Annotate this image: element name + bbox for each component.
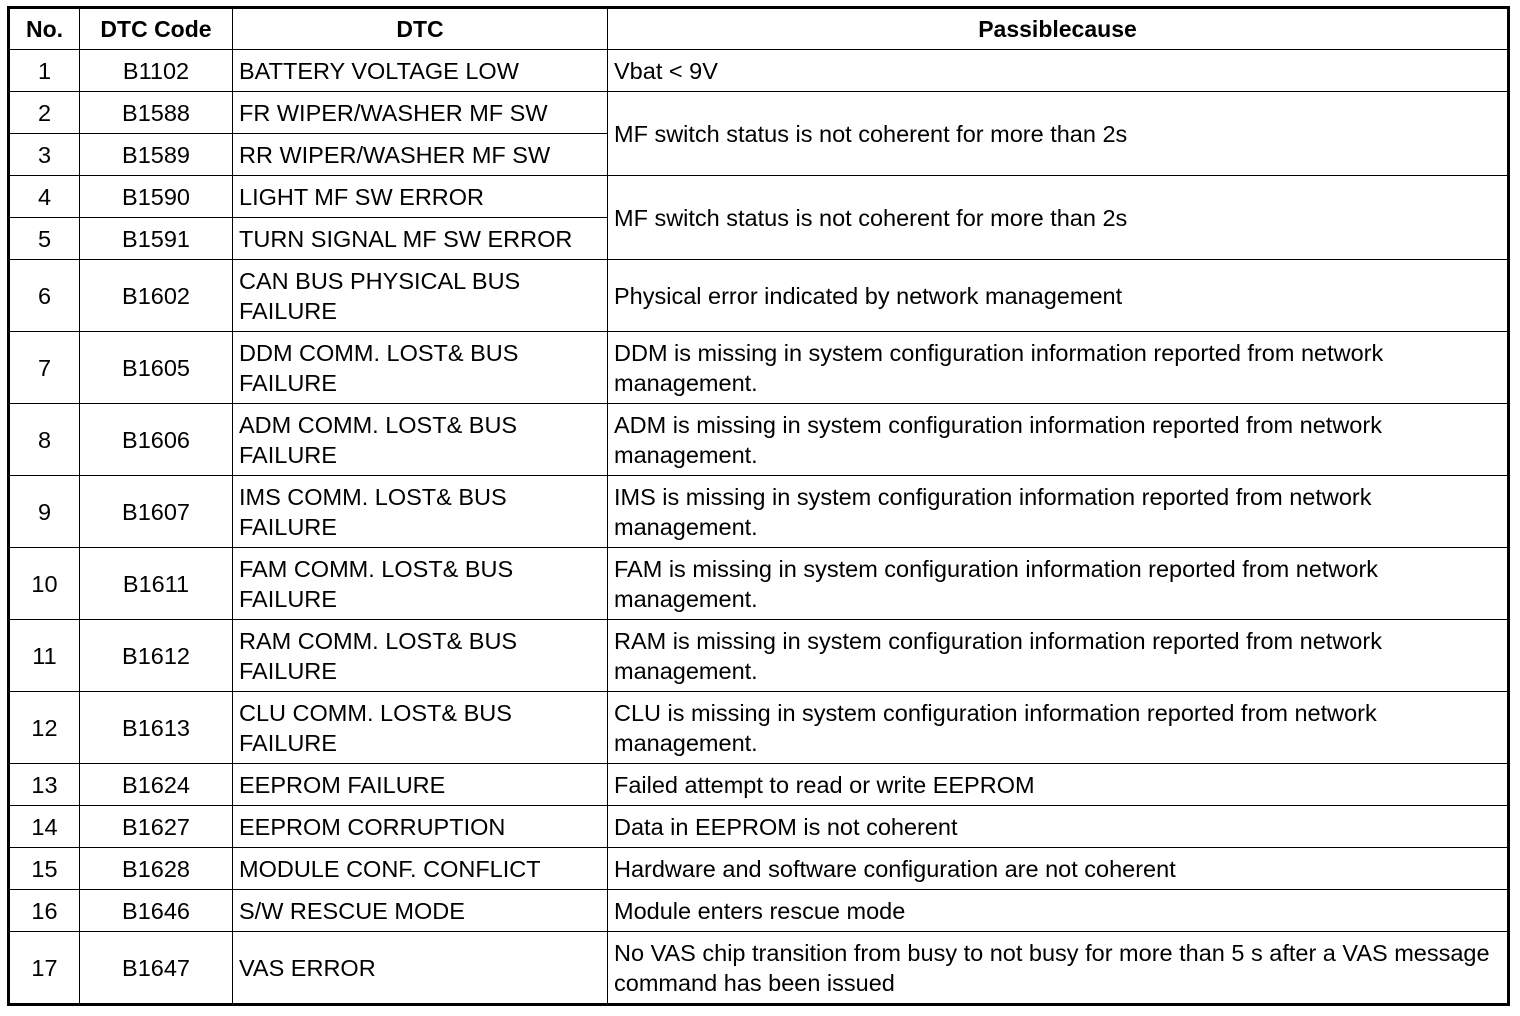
possible-cause: MF switch status is not coherent for more than 2s bbox=[608, 92, 1509, 176]
header-row bbox=[9, 8, 1509, 50]
row-number: 7 bbox=[9, 332, 80, 404]
header-dtc: DTC bbox=[233, 8, 608, 50]
header-possible-cause: Passiblecause bbox=[608, 8, 1509, 50]
header-dtc-code: DTC Code bbox=[80, 8, 233, 50]
possible-cause: Physical error indicated by network management bbox=[608, 260, 1509, 332]
row-number: 13 bbox=[9, 764, 80, 806]
table-row bbox=[9, 764, 1509, 806]
table-row bbox=[9, 548, 1509, 620]
dtc-description: TURN SIGNAL MF SW ERROR bbox=[233, 218, 608, 260]
dtc-code: B1627 bbox=[80, 806, 233, 848]
possible-cause: DDM is missing in system configuration information reported from network management. bbox=[608, 332, 1509, 404]
possible-cause: Vbat < 9V bbox=[608, 50, 1509, 92]
dtc-code: B1589 bbox=[80, 134, 233, 176]
row-number: 9 bbox=[9, 476, 80, 548]
row-number: 10 bbox=[9, 548, 80, 620]
dtc-code: B1647 bbox=[80, 932, 233, 1005]
dtc-code: B1605 bbox=[80, 332, 233, 404]
dtc-code: B1607 bbox=[80, 476, 233, 548]
table-row bbox=[9, 476, 1509, 548]
table-row bbox=[9, 890, 1509, 932]
dtc-code: B1611 bbox=[80, 548, 233, 620]
possible-cause: RAM is missing in system configuration information reported from network management. bbox=[608, 620, 1509, 692]
header-no: No. bbox=[9, 8, 80, 50]
dtc-description: RAM COMM. LOST& BUS FAILURE bbox=[233, 620, 608, 692]
dtc-code: B1624 bbox=[80, 764, 233, 806]
row-number: 2 bbox=[9, 92, 80, 134]
dtc-description: S/W RESCUE MODE bbox=[233, 890, 608, 932]
dtc-description: VAS ERROR bbox=[233, 932, 608, 1005]
table-row bbox=[9, 176, 1509, 218]
dtc-description: LIGHT MF SW ERROR bbox=[233, 176, 608, 218]
row-number: 12 bbox=[9, 692, 80, 764]
possible-cause: Module enters rescue mode bbox=[608, 890, 1509, 932]
dtc-description: FR WIPER/WASHER MF SW bbox=[233, 92, 608, 134]
row-number: 6 bbox=[9, 260, 80, 332]
possible-cause: Hardware and software configuration are not coherent bbox=[608, 848, 1509, 890]
possible-cause: IMS is missing in system configuration information reported from network management. bbox=[608, 476, 1509, 548]
table-row bbox=[9, 50, 1509, 92]
table-row bbox=[9, 404, 1509, 476]
table-row bbox=[9, 806, 1509, 848]
dtc-code: B1102 bbox=[80, 50, 233, 92]
possible-cause: MF switch status is not coherent for more than 2s bbox=[608, 176, 1509, 260]
dtc-description: IMS COMM. LOST& BUS FAILURE bbox=[233, 476, 608, 548]
dtc-code: B1646 bbox=[80, 890, 233, 932]
dtc-code: B1591 bbox=[80, 218, 233, 260]
dtc-code: B1612 bbox=[80, 620, 233, 692]
table-row bbox=[9, 932, 1509, 1005]
possible-cause: ADM is missing in system configuration information reported from network management. bbox=[608, 404, 1509, 476]
possible-cause: Failed attempt to read or write EEPROM bbox=[608, 764, 1509, 806]
dtc-code: B1613 bbox=[80, 692, 233, 764]
dtc-description: RR WIPER/WASHER MF SW bbox=[233, 134, 608, 176]
table-row bbox=[9, 92, 1509, 134]
row-number: 1 bbox=[9, 50, 80, 92]
dtc-description: EEPROM FAILURE bbox=[233, 764, 608, 806]
possible-cause: FAM is missing in system configuration information reported from network management. bbox=[608, 548, 1509, 620]
dtc-description: DDM COMM. LOST& BUS FAILURE bbox=[233, 332, 608, 404]
row-number: 4 bbox=[9, 176, 80, 218]
dtc-description: BATTERY VOLTAGE LOW bbox=[233, 50, 608, 92]
possible-cause: Data in EEPROM is not coherent bbox=[608, 806, 1509, 848]
table-row bbox=[9, 692, 1509, 764]
table-row bbox=[9, 332, 1509, 404]
table-row bbox=[9, 260, 1509, 332]
dtc-description: CLU COMM. LOST& BUS FAILURE bbox=[233, 692, 608, 764]
possible-cause: CLU is missing in system configuration information reported from network management. bbox=[608, 692, 1509, 764]
dtc-description: FAM COMM. LOST& BUS FAILURE bbox=[233, 548, 608, 620]
row-number: 8 bbox=[9, 404, 80, 476]
dtc-code: B1590 bbox=[80, 176, 233, 218]
dtc-description: EEPROM CORRUPTION bbox=[233, 806, 608, 848]
table-row bbox=[9, 848, 1509, 890]
row-number: 17 bbox=[9, 932, 80, 1005]
dtc-code: B1588 bbox=[80, 92, 233, 134]
dtc-description: MODULE CONF. CONFLICT bbox=[233, 848, 608, 890]
row-number: 16 bbox=[9, 890, 80, 932]
row-number: 15 bbox=[9, 848, 80, 890]
dtc-table bbox=[7, 6, 1510, 1006]
row-number: 5 bbox=[9, 218, 80, 260]
row-number: 3 bbox=[9, 134, 80, 176]
row-number: 11 bbox=[9, 620, 80, 692]
dtc-description: ADM COMM. LOST& BUS FAILURE bbox=[233, 404, 608, 476]
dtc-code: B1606 bbox=[80, 404, 233, 476]
dtc-description: CAN BUS PHYSICAL BUS FAILURE bbox=[233, 260, 608, 332]
row-number: 14 bbox=[9, 806, 80, 848]
table-row bbox=[9, 620, 1509, 692]
possible-cause: No VAS chip transition from busy to not busy for more than 5 s after a VAS message command has been issued bbox=[608, 932, 1509, 1005]
dtc-code: B1602 bbox=[80, 260, 233, 332]
dtc-code: B1628 bbox=[80, 848, 233, 890]
